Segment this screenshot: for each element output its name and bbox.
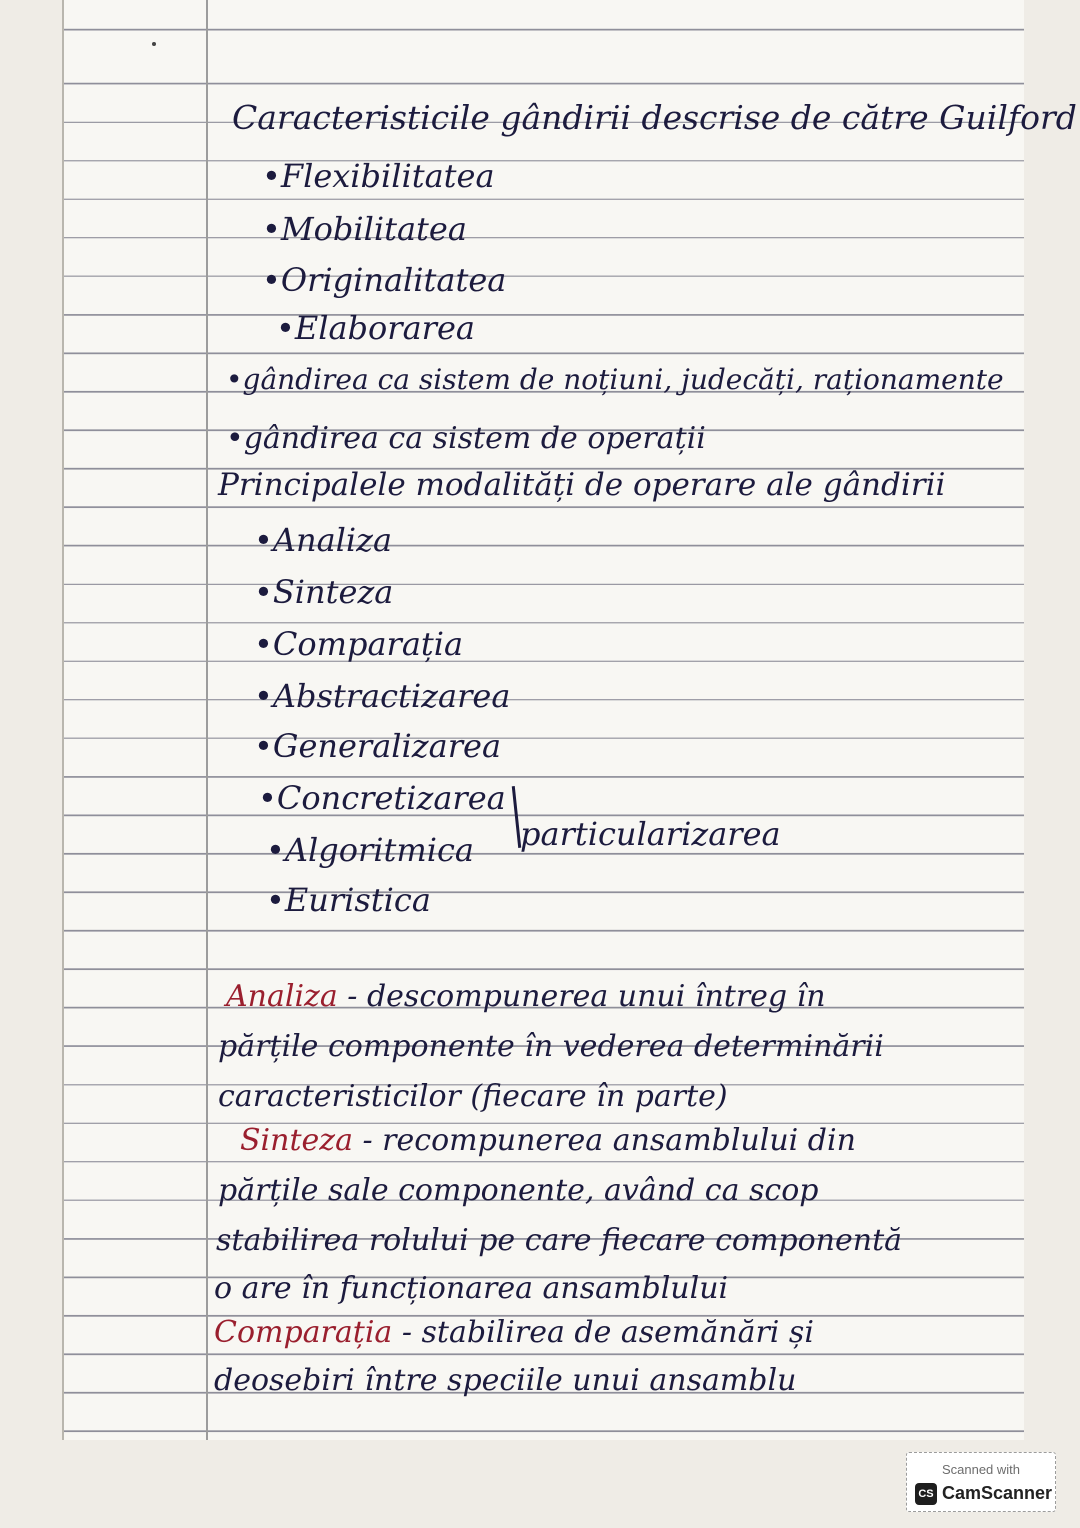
operation-item: • Sinteza — [254, 576, 393, 608]
guilford-item: • Mobilitatea — [262, 213, 467, 245]
operation-item: • Analiza — [254, 524, 392, 556]
ink-dot — [152, 42, 156, 46]
operations-title: Principalele modalități de operare ale gândirii — [218, 467, 946, 503]
camscanner-logo-icon: CS — [915, 1483, 937, 1505]
definition-text: caracteristicilor (fiecare în parte) — [218, 1079, 728, 1114]
definition-text: - stabilirea de asemănări și — [392, 1315, 814, 1350]
term-sinteza: Sinteza — [240, 1123, 353, 1158]
system-item: • gândirea ca sistem de noțiuni, judecăți, raționamente — [226, 366, 1004, 394]
margin-line — [206, 0, 208, 1440]
operation-item: • Generalizarea — [254, 730, 501, 762]
definition-text: deosebiri între speciile unui ansamblu — [214, 1363, 797, 1398]
definition-text: stabilirea rolului pe care fiecare componentă — [216, 1223, 903, 1258]
operation-item: • Algoritmica — [266, 834, 474, 866]
definition-text: părțile sale componente, având ca scop — [218, 1173, 819, 1208]
guilford-item: • Elaborarea — [276, 312, 475, 344]
camscanner-badge[interactable] — [906, 1452, 1056, 1512]
operation-item: • Comparația — [254, 628, 463, 660]
definition-text: - descompunerea unui întreg în — [337, 979, 826, 1014]
definition-sinteza-line — [240, 1123, 856, 1158]
definition-analiza-line — [226, 979, 826, 1014]
concretizare-note: particularizarea — [520, 815, 781, 853]
operation-item: • Concretizarea — [258, 782, 506, 814]
guilford-item: • Originalitatea — [262, 264, 506, 296]
operation-item: • Abstractizarea — [254, 680, 510, 712]
definition-text: o are în funcționarea ansamblului — [214, 1271, 729, 1306]
camscanner-brand: CamScanner — [942, 1483, 1053, 1503]
term-comparatia: Comparația — [214, 1315, 393, 1350]
operation-item: • Euristica — [266, 884, 431, 916]
definition-text: părțile componente în vederea determinării — [218, 1029, 884, 1064]
system-item: • gândirea ca sistem de operații — [226, 424, 706, 454]
definition-comparatia-line — [214, 1315, 814, 1350]
guilford-item: • Flexibilitatea — [262, 160, 495, 192]
page-title: Caracteristicile gândirii descrise de către Guilford — [232, 98, 1077, 137]
scanned-with-label: Scanned with — [941, 1462, 1021, 1477]
term-analiza: Analiza — [226, 979, 338, 1014]
definition-text: - recompunerea ansamblului din — [352, 1123, 856, 1158]
